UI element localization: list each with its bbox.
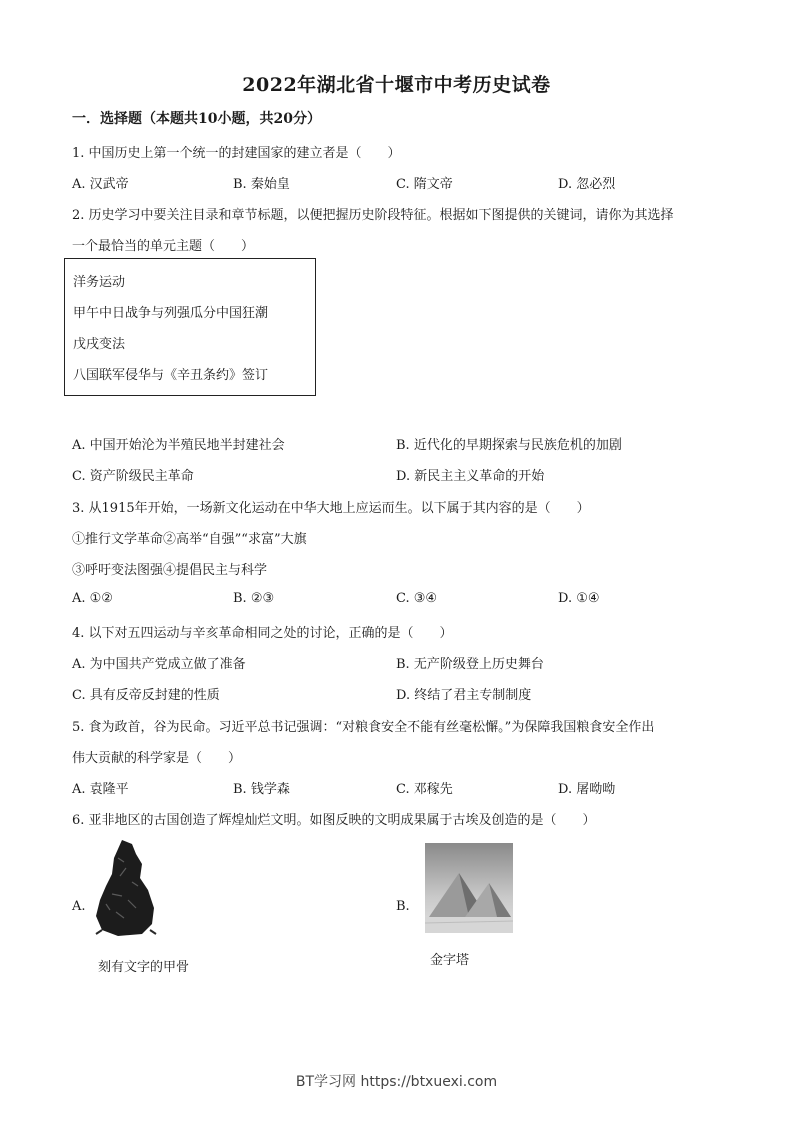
- keyword-box: [64, 258, 316, 396]
- pyramid-image: [425, 843, 513, 933]
- q2-option-a[interactable]: A. 中国开始沦为半殖民地半封建社会: [72, 438, 285, 453]
- keyword-item: 洋务运动: [73, 275, 126, 290]
- q3-option-b[interactable]: B. ②③: [233, 591, 275, 606]
- q5-option-a[interactable]: A. 袁隆平: [72, 782, 129, 797]
- q6-option-b[interactable]: B.: [396, 899, 410, 914]
- question-5-stem-line2: 伟大贡献的科学家是（ ）: [72, 751, 242, 766]
- question-6-stem: 6. 亚非地区的古国创造了辉煌灿烂文明。如图反映的文明成果属于古埃及创造的是（ ）: [72, 813, 596, 828]
- q1-option-c[interactable]: C. 隋文帝: [396, 177, 453, 192]
- q5-option-c[interactable]: C. 邓稼先: [396, 782, 453, 797]
- q3-option-d[interactable]: D. ①④: [558, 591, 600, 606]
- question-1-stem: 1. 中国历史上第一个统一的封建国家的建立者是（ ）: [72, 146, 401, 161]
- question-5-stem-line1: 5. 食为政首，谷为民命。习近平总书记强调：“对粮食安全不能有丝毫松懈。”为保障我国粮食安全作出: [72, 720, 655, 735]
- footer-watermark: BT学习网 https://btxuexi.com: [295, 1074, 498, 1090]
- keyword-item: 甲午中日战争与列强瓜分中国狂潮: [73, 306, 269, 321]
- caption-pyramid: 金字塔: [430, 953, 470, 968]
- caption-oracle-bone: 刻有文字的甲骨: [98, 960, 190, 975]
- q2-option-b[interactable]: B. 近代化的早期探索与民族危机的加剧: [396, 438, 622, 453]
- q1-option-b[interactable]: B. 秦始皇: [233, 177, 290, 192]
- q1-option-d[interactable]: D. 忽必烈: [558, 177, 616, 192]
- q5-option-d[interactable]: D. 屠呦呦: [558, 782, 616, 797]
- q6-option-a[interactable]: A.: [72, 899, 86, 914]
- question-3-statements-2: ③呼吁变法图强④提倡民主与科学: [72, 563, 268, 578]
- oracle-bone-image: [92, 838, 160, 938]
- section-heading: 一．选择题（本题共10小题，共20分）: [72, 111, 321, 127]
- q3-option-c[interactable]: C. ③④: [396, 591, 438, 606]
- page-title: 2022年湖北省十堰市中考历史试卷: [242, 74, 551, 96]
- q2-option-d[interactable]: D. 新民主主义革命的开始: [396, 469, 545, 484]
- question-3-statements-1: ①推行文学革命②高举“自强”“求富”大旗: [72, 532, 307, 547]
- question-3-stem: 3. 从1915年开始，一场新文化运动在中华大地上应运而生。以下属于其内容的是（ ）: [72, 501, 590, 516]
- q4-option-b[interactable]: B. 无产阶级登上历史舞台: [396, 657, 544, 672]
- q4-option-a[interactable]: A. 为中国共产党成立做了准备: [72, 657, 246, 672]
- q3-option-a[interactable]: A. ①②: [72, 591, 113, 606]
- keyword-item: 八国联军侵华与《辛丑条约》签订: [73, 368, 269, 383]
- q1-option-a[interactable]: A. 汉武帝: [72, 177, 129, 192]
- question-2-stem-line1: 2. 历史学习中要关注目录和章节标题，以便把握历史阶段特征。根据如下图提供的关键词，请你为其选择: [72, 208, 674, 223]
- q4-option-d[interactable]: D. 终结了君主专制制度: [396, 688, 532, 703]
- keyword-item: 戊戌变法: [73, 337, 126, 352]
- question-2-stem-line2: 一个最恰当的单元主题（ ）: [72, 239, 255, 254]
- q2-option-c[interactable]: C. 资产阶级民主革命: [72, 469, 194, 484]
- question-4-stem: 4. 以下对五四运动与辛亥革命相同之处的讨论，正确的是（ ）: [72, 626, 453, 641]
- q4-option-c[interactable]: C. 具有反帝反封建的性质: [72, 688, 220, 703]
- q5-option-b[interactable]: B. 钱学森: [233, 782, 290, 797]
